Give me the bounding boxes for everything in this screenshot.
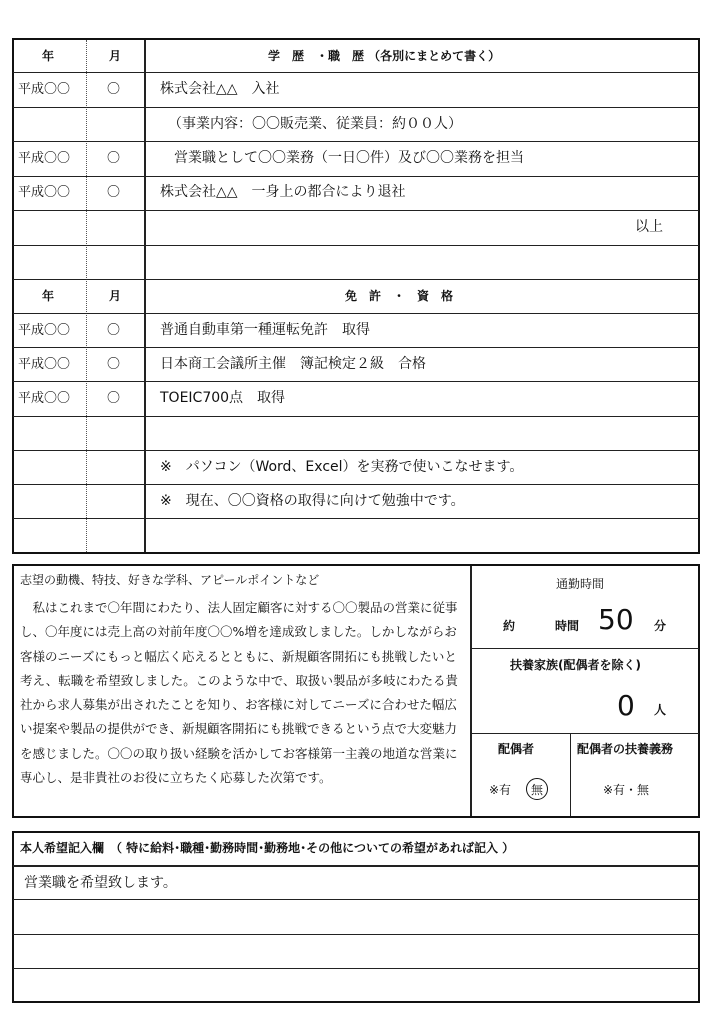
history-row-3-month: 〇 bbox=[107, 151, 121, 166]
license-row-2-year: 平成〇〇 bbox=[18, 357, 71, 372]
spouse-yes-option: ※有 bbox=[489, 783, 512, 797]
commute-label: 通勤時間 bbox=[556, 577, 605, 591]
history-month-header: 月 bbox=[109, 49, 122, 63]
history-row-1-year: 平成〇〇 bbox=[18, 82, 71, 97]
license-row-3-content: TOEIC700点 取得 bbox=[160, 390, 286, 406]
spouse-support-label: 配偶者の扶養義務 bbox=[577, 742, 674, 756]
license-row-1-year: 平成〇〇 bbox=[18, 323, 71, 338]
license-note-1: ※ パソコン（Word、Excel）を実務で使いこなせます。 bbox=[160, 459, 524, 475]
dependents-count: 0 bbox=[617, 689, 635, 722]
history-row-4-year: 平成〇〇 bbox=[18, 185, 71, 200]
commute-hours-unit: 時間 bbox=[555, 619, 580, 633]
spouse-support-value: ※有・無 bbox=[603, 783, 650, 797]
spouse-no-option: 無 bbox=[531, 783, 544, 797]
history-row-4-content: 株式会社△△ 一身上の都合により退社 bbox=[160, 184, 406, 200]
license-row-1-month: 〇 bbox=[107, 323, 121, 338]
history-row-3-year: 平成〇〇 bbox=[18, 151, 71, 166]
year-month-divider bbox=[86, 40, 87, 552]
wishes-text: 営業職を希望致します。 bbox=[24, 875, 177, 891]
history-row-1-content: 株式会社△△ 入社 bbox=[160, 81, 280, 97]
history-row-2-content: （事業内容：〇〇販売業、従業員：約００人） bbox=[168, 116, 462, 132]
license-row-2-month: 〇 bbox=[107, 357, 121, 372]
commute-minutes: 50 bbox=[598, 603, 634, 636]
history-row-3-content: 営業職として〇〇業務（一日〇件）及び〇〇業務を担当 bbox=[174, 150, 524, 166]
month-content-divider bbox=[144, 40, 146, 552]
spouse-label: 配偶者 bbox=[498, 742, 535, 756]
history-end-mark: 以上 bbox=[635, 219, 663, 235]
motivation-label: 志望の動機、特技、好きな学科、アピールポイントなど bbox=[20, 573, 320, 587]
commute-minutes-unit: 分 bbox=[654, 619, 667, 633]
license-row-2-content: 日本商工会議所主催 簿記検定２級 合格 bbox=[160, 356, 426, 372]
license-year-header: 年 bbox=[42, 289, 55, 303]
wishes-section bbox=[12, 831, 700, 1003]
dependents-unit: 人 bbox=[654, 703, 667, 717]
license-month-header: 月 bbox=[109, 289, 122, 303]
license-row-1-content: 普通自動車第一種運転免許 取得 bbox=[160, 322, 370, 338]
license-note-2: ※ 現在、〇〇資格の取得に向けて勉強中です。 bbox=[160, 493, 465, 509]
license-row-3-year: 平成〇〇 bbox=[18, 391, 71, 406]
history-row-4-month: 〇 bbox=[107, 185, 121, 200]
dependents-label: 扶養家族(配偶者を除く) bbox=[510, 658, 641, 672]
license-row-3-month: 〇 bbox=[107, 391, 121, 406]
commute-prefix: 約 bbox=[503, 619, 516, 633]
license-title-header: 免 許 ・ 資 格 bbox=[345, 289, 454, 303]
history-row-1-month: 〇 bbox=[107, 82, 121, 97]
motivation-text: 私はこれまで〇年間にわたり、法人固定顧客に対する〇〇製品の営業に従事し、〇年度には売上高の対前年度〇〇%増を達成致しました。しかしながらお客様のニーズにもっと幅広く応えるとともに、新規顧客開拓にも挑戦したいと考え、転職を希望致しました。このような中で、取扱い製品が多岐にわたる貴社から求人募集が出されたことを知り、お客様に対してニーズに合わせた幅広い提案や製品の提供ができ、新規顧客開拓にも挑戦できるという点で大変魅力を感じました。〇〇の取り扱い経験を活かしてお客様第一主義の地道な営業に専心し、是非貴社のお役に立ちたく応募した次第です。 bbox=[20, 600, 459, 786]
history-title-header: 学 歴 ・職 歴 （各別にまとめて書く） bbox=[268, 49, 501, 63]
wishes-label: 本人希望記入欄 （ 特に給料･職種･勤務時間･勤務地･その他についての希望があれば記入 ） bbox=[20, 841, 515, 855]
history-year-header: 年 bbox=[42, 49, 55, 63]
